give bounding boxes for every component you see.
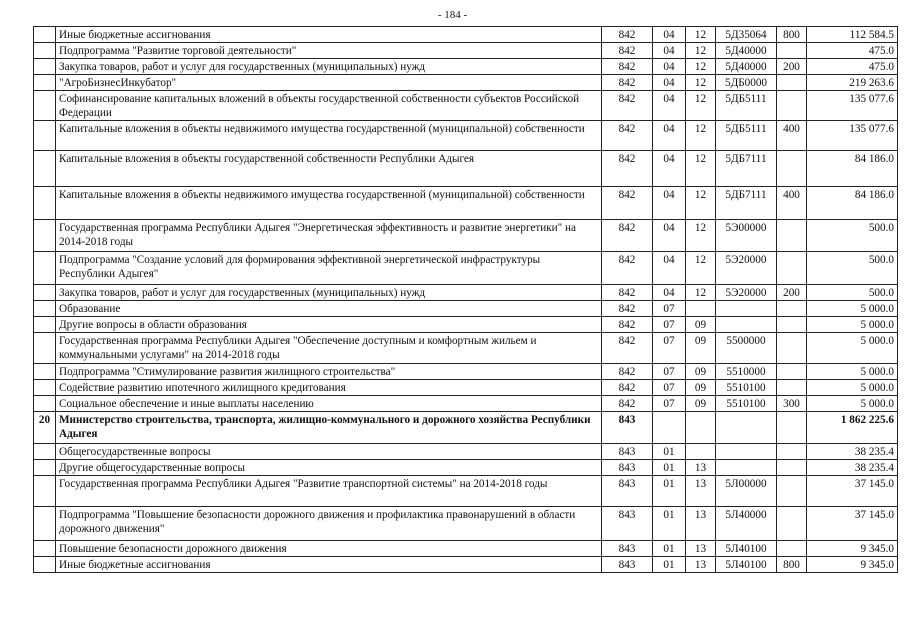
row-name: Государственная программа Республики Адыгея "Развитие транспортной системы" на 2014-2018 годы [56,476,602,507]
row-name: Подпрограмма "Развитие торговой деятельности" [56,43,602,59]
page-number: - 184 - [437,9,468,21]
amount: 135 077.6 [807,91,898,121]
row-name: Капитальные вложения в объекты государственной собственности Республики Адыгея [56,151,602,187]
expense-type-code [777,317,807,333]
amount: 9 345.0 [807,557,898,573]
row-number [34,460,56,476]
subsection-code: 09 [686,333,716,364]
row-name: Общегосударственные вопросы [56,444,602,460]
ministry-code: 843 [602,541,653,557]
row-name: Закупка товаров, работ и услуг для государственных (муниципальных) нужд [56,285,602,301]
table-row [34,507,898,541]
target-article-code: 5Л40000 [716,507,777,541]
ministry-code: 842 [602,301,653,317]
target-article-code: 5Л40100 [716,557,777,573]
subsection-code: 13 [686,557,716,573]
row-name: Содействие развитию ипотечного жилищного кредитования [56,380,602,396]
subsection-code: 12 [686,27,716,43]
amount: 38 235.4 [807,444,898,460]
row-number [34,557,56,573]
row-name: Другие вопросы в области образования [56,317,602,333]
table-row [34,541,898,557]
expense-type-code [777,91,807,121]
row-number: 20 [34,412,56,444]
ministry-code: 842 [602,187,653,220]
amount: 5 000.0 [807,380,898,396]
subsection-code [686,301,716,317]
subsection-code: 12 [686,75,716,91]
table-row [34,460,898,476]
amount: 475.0 [807,59,898,75]
expense-type-code [777,364,807,380]
subsection-code: 09 [686,396,716,412]
target-article-code: 5ДБ0000 [716,75,777,91]
subsection-code: 09 [686,364,716,380]
ministry-code: 842 [602,91,653,121]
subsection-code: 12 [686,220,716,252]
expense-type-code [777,460,807,476]
table-row [34,333,898,364]
row-name: "АгроБизнесИнкубатор" [56,75,602,91]
row-number [34,541,56,557]
row-name: Государственная программа Республики Адыгея "Энергетическая эффективность и развитие энергетики" на 2014-2018 годы [56,220,602,252]
subsection-code: 13 [686,541,716,557]
row-number [34,364,56,380]
target-article-code [716,460,777,476]
section-code: 04 [653,187,686,220]
row-number [34,59,56,75]
subsection-code: 12 [686,91,716,121]
ministry-code: 843 [602,444,653,460]
row-name: Образование [56,301,602,317]
ministry-code: 842 [602,252,653,285]
ministry-code: 843 [602,557,653,573]
table-row [34,59,898,75]
amount: 475.0 [807,43,898,59]
target-article-code: 5ДБ7111 [716,187,777,220]
table-row [34,252,898,285]
section-code: 01 [653,460,686,476]
section-code: 04 [653,151,686,187]
ministry-code: 842 [602,317,653,333]
row-name: Иные бюджетные ассигнования [56,557,602,573]
target-article-code: 5Л40100 [716,541,777,557]
expense-type-code [777,43,807,59]
subsection-code [686,444,716,460]
table-row [34,43,898,59]
target-article-code: 5510000 [716,364,777,380]
row-name: Подпрограмма "Создание условий для формирования эффективной энергетической инфраструктуры Республики Адыгея" [56,252,602,285]
ministry-code: 842 [602,59,653,75]
row-number [34,187,56,220]
ministry-code: 842 [602,333,653,364]
row-number [34,252,56,285]
table-row [34,187,898,220]
row-number [34,396,56,412]
expense-type-code: 400 [777,121,807,151]
ministry-code: 843 [602,412,653,444]
table-row [34,364,898,380]
table-row [34,476,898,507]
expense-type-code [777,412,807,444]
section-code: 07 [653,396,686,412]
row-name: Министерство строительства, транспорта, жилищно-коммунального и дорожного хозяйства Республики Адыгея [56,412,602,444]
section-code: 07 [653,301,686,317]
subsection-code: 09 [686,380,716,396]
row-number [34,285,56,301]
target-article-code: 5Д35064 [716,27,777,43]
section-code: 01 [653,557,686,573]
subsection-code: 12 [686,151,716,187]
expense-type-code [777,333,807,364]
expense-type-code: 300 [777,396,807,412]
row-number [34,43,56,59]
row-name: Капитальные вложения в объекты недвижимого имущества государственной (муниципальной) собственности [56,187,602,220]
row-name: Подпрограмма "Стимулирование развития жилищного строительства" [56,364,602,380]
target-article-code [716,412,777,444]
row-number [34,121,56,151]
row-number [34,444,56,460]
section-code: 01 [653,541,686,557]
section-code: 04 [653,75,686,91]
amount: 38 235.4 [807,460,898,476]
expense-type-code [777,151,807,187]
section-code: 04 [653,285,686,301]
table-row [34,27,898,43]
row-number [34,75,56,91]
ministry-code: 843 [602,476,653,507]
row-number [34,476,56,507]
amount: 37 145.0 [807,476,898,507]
ministry-code: 842 [602,285,653,301]
target-article-code: 5Э20000 [716,285,777,301]
budget-table [33,26,898,573]
row-number [34,333,56,364]
expense-type-code: 200 [777,285,807,301]
expense-type-code [777,476,807,507]
expense-type-code [777,541,807,557]
section-code: 07 [653,317,686,333]
expense-type-code [777,444,807,460]
section-code: 01 [653,476,686,507]
row-name: Другие общегосударственные вопросы [56,460,602,476]
ministry-code: 842 [602,220,653,252]
section-code: 07 [653,364,686,380]
row-name: Капитальные вложения в объекты недвижимого имущества государственной (муниципальной) собственности [56,121,602,151]
expense-type-code [777,380,807,396]
row-name: Софинансирование капитальных вложений в объекты государственной собственности субъектов Российской Федерации [56,91,602,121]
expense-type-code [777,220,807,252]
amount: 9 345.0 [807,541,898,557]
ministry-code: 842 [602,121,653,151]
section-code: 07 [653,333,686,364]
row-number [34,151,56,187]
expense-type-code: 800 [777,557,807,573]
row-number [34,27,56,43]
target-article-code: 5Э20000 [716,252,777,285]
expense-type-code: 800 [777,27,807,43]
row-name: Подпрограмма "Повышение безопасности дорожного движения и профилактика правонарушений в области дорожного движения" [56,507,602,541]
row-name: Закупка товаров, работ и услуг для государственных (муниципальных) нужд [56,59,602,75]
table-row [34,317,898,333]
ministry-code: 842 [602,364,653,380]
row-name: Повышение безопасности дорожного движения [56,541,602,557]
section-code [653,412,686,444]
table-row [34,557,898,573]
ministry-code: 842 [602,75,653,91]
expense-type-code: 400 [777,187,807,220]
table-row [34,91,898,121]
subsection-code: 12 [686,59,716,75]
table-row [34,396,898,412]
target-article-code: 5510100 [716,380,777,396]
amount: 500.0 [807,220,898,252]
amount: 5 000.0 [807,301,898,317]
amount: 5 000.0 [807,317,898,333]
ministry-code: 842 [602,151,653,187]
ministry-code: 843 [602,507,653,541]
target-article-code [716,444,777,460]
target-article-code [716,301,777,317]
row-number [34,91,56,121]
amount: 5 000.0 [807,396,898,412]
target-article-code: 5Д40000 [716,43,777,59]
subsection-code: 13 [686,460,716,476]
amount: 37 145.0 [807,507,898,541]
row-number [34,507,56,541]
target-article-code: 5510100 [716,396,777,412]
subsection-code: 12 [686,43,716,59]
expense-type-code [777,507,807,541]
expense-type-code [777,301,807,317]
table-row [34,412,898,444]
section-code: 04 [653,220,686,252]
table-row [34,220,898,252]
row-number [34,301,56,317]
target-article-code: 5Д40000 [716,59,777,75]
amount: 112 584.5 [807,27,898,43]
row-number [34,317,56,333]
ministry-code: 843 [602,460,653,476]
table-row [34,444,898,460]
amount: 84 186.0 [807,151,898,187]
ministry-code: 842 [602,380,653,396]
amount: 5 000.0 [807,364,898,380]
ministry-code: 842 [602,396,653,412]
table-row [34,151,898,187]
section-code: 01 [653,444,686,460]
subsection-code: 09 [686,317,716,333]
target-article-code [716,317,777,333]
table-row [34,285,898,301]
subsection-code [686,412,716,444]
section-code: 01 [653,507,686,541]
amount: 84 186.0 [807,187,898,220]
section-code: 04 [653,91,686,121]
section-code: 04 [653,43,686,59]
subsection-code: 13 [686,507,716,541]
amount: 1 862 225.6 [807,412,898,444]
table-row [34,121,898,151]
amount: 500.0 [807,285,898,301]
table-row [34,380,898,396]
subsection-code: 12 [686,187,716,220]
subsection-code: 13 [686,476,716,507]
target-article-code: 5500000 [716,333,777,364]
expense-type-code: 200 [777,59,807,75]
subsection-code: 12 [686,121,716,151]
amount: 219 263.6 [807,75,898,91]
expense-type-code [777,252,807,285]
ministry-code: 842 [602,43,653,59]
section-code: 04 [653,27,686,43]
section-code: 04 [653,59,686,75]
subsection-code: 12 [686,252,716,285]
target-article-code: 5Э00000 [716,220,777,252]
subsection-code: 12 [686,285,716,301]
target-article-code: 5ДБ7111 [716,151,777,187]
target-article-code: 5Л00000 [716,476,777,507]
target-article-code: 5ДБ5111 [716,91,777,121]
table-row [34,301,898,317]
section-code: 04 [653,121,686,151]
amount: 135 077.6 [807,121,898,151]
amount: 5 000.0 [807,333,898,364]
row-name: Социальное обеспечение и иные выплаты населению [56,396,602,412]
amount: 500.0 [807,252,898,285]
expense-type-code [777,75,807,91]
ministry-code: 842 [602,27,653,43]
row-number [34,380,56,396]
target-article-code: 5ДБ5111 [716,121,777,151]
row-number [34,220,56,252]
section-code: 04 [653,252,686,285]
section-code: 07 [653,380,686,396]
table-row [34,75,898,91]
row-name: Иные бюджетные ассигнования [56,27,602,43]
row-name: Государственная программа Республики Адыгея "Обеспечение доступным и комфортным жильем и коммунальными услугами" на 2014-2018 годы [56,333,602,364]
